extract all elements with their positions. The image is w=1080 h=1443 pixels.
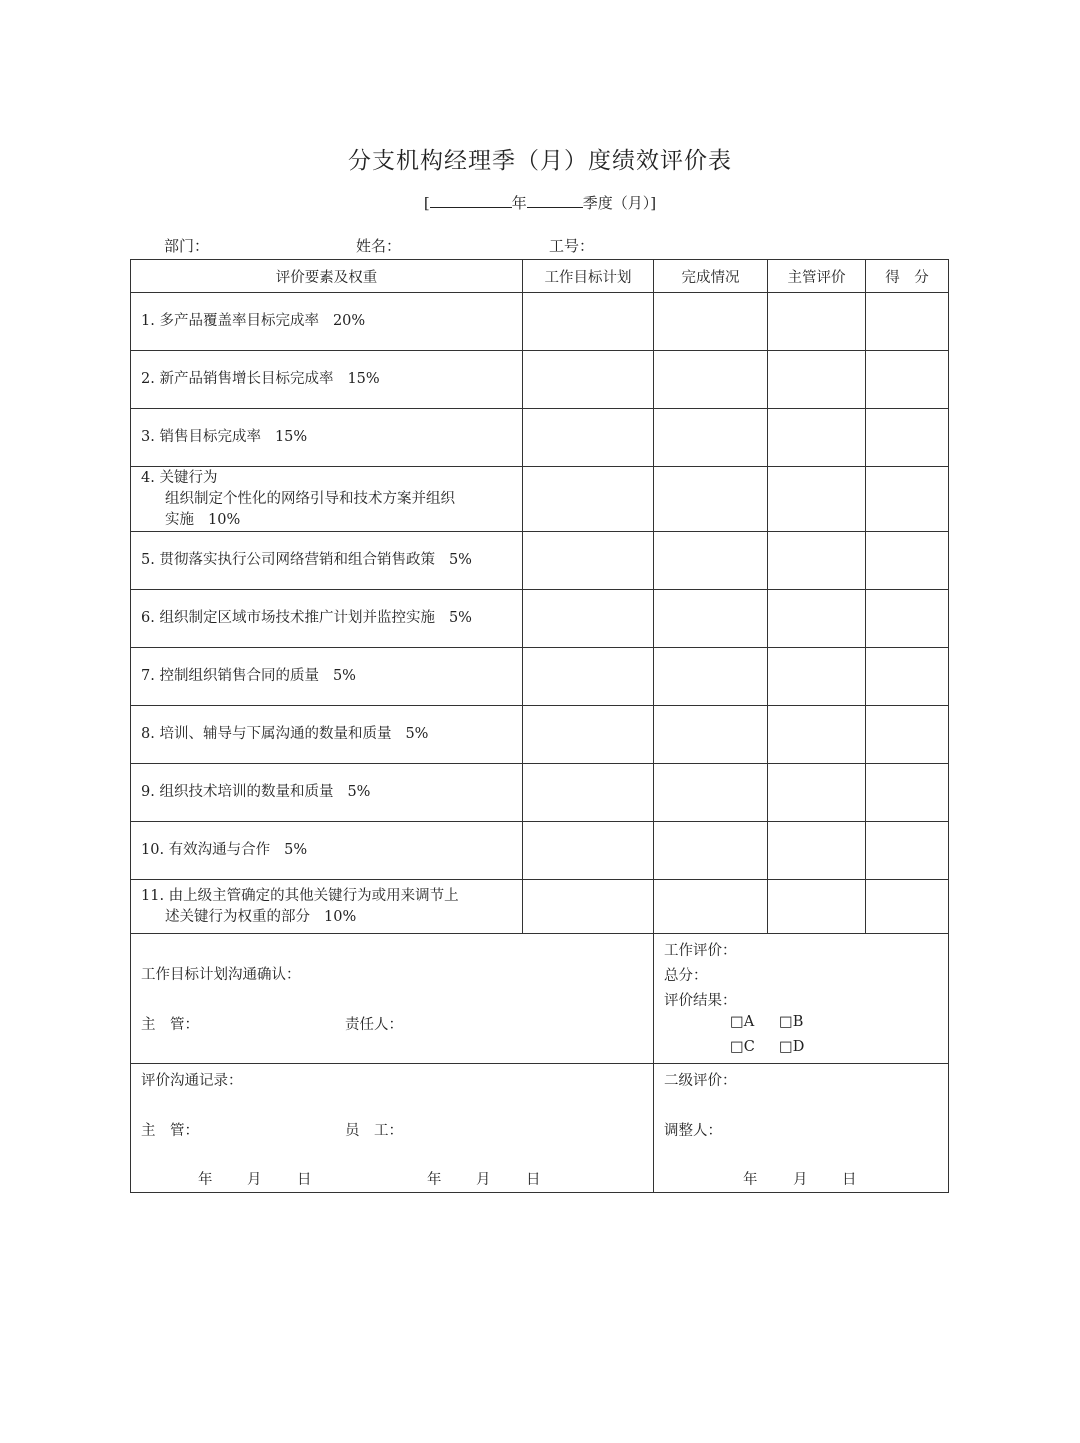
supervisor-date-month: 月 [247,1172,262,1188]
criteria-cell: 9. 组织技术培训的数量和质量 5% [131,764,523,822]
option-c-checkbox[interactable]: □C [730,1039,755,1055]
table-row [131,764,949,822]
completion-cell[interactable] [654,706,768,764]
confirmation-row [131,934,949,1064]
table-row [131,351,949,409]
record-row [131,1064,949,1193]
record-cell[interactable] [131,1064,654,1193]
criteria-cell: 10. 有效沟通与合作 5% [131,822,523,880]
criteria-cell: 1. 多产品覆盖率目标完成率 20% [131,293,523,351]
plan-cell[interactable] [523,409,654,467]
year-blank[interactable] [430,193,512,208]
plan-cell[interactable] [523,764,654,822]
header-criteria: 评价要素及权重 [131,260,523,293]
score-cell[interactable] [866,648,949,706]
option-b-checkbox[interactable]: □B [779,1014,804,1030]
completion-cell[interactable] [654,467,768,532]
plan-cell[interactable] [523,293,654,351]
name-label: 姓名： [356,237,402,255]
criteria-cell: 8. 培训、辅导与下属沟通的数量和质量 5% [131,706,523,764]
criteria-cell: 7. 控制组织销售合同的质量 5% [131,648,523,706]
plan-cell[interactable] [523,648,654,706]
employee-date-day: 日 [526,1172,541,1188]
score-cell[interactable] [866,532,949,590]
table-row [131,822,949,880]
supervisor-eval-cell[interactable] [768,532,866,590]
table-row [131,648,949,706]
completion-cell[interactable] [654,764,768,822]
period-open: [ [423,194,430,212]
plan-cell[interactable] [523,532,654,590]
header-score: 得 分 [866,260,949,293]
supervisor-eval-cell[interactable] [768,467,866,532]
completion-cell[interactable] [654,532,768,590]
plan-cell[interactable] [523,467,654,532]
supervisor-eval-cell[interactable] [768,880,866,934]
completion-cell[interactable] [654,351,768,409]
criteria-cell: 11. 由上级主管确定的其他关键行为或用来调节上 述关键行为权重的部分 10% [131,880,523,934]
supervisor-eval-cell[interactable] [768,822,866,880]
second-eval-cell[interactable] [654,1064,949,1193]
confirm-responsible: 责任人： [345,1017,403,1033]
quarter-blank[interactable] [527,193,583,208]
score-cell[interactable] [866,764,949,822]
completion-cell[interactable] [654,293,768,351]
plan-cell[interactable] [523,822,654,880]
supervisor-date-year: 年 [198,1172,213,1188]
record-employee: 员 工： [345,1123,403,1139]
table-row [131,293,949,351]
plan-cell[interactable] [523,706,654,764]
supervisor-date-day: 日 [297,1172,312,1188]
score-cell[interactable] [866,880,949,934]
plan-cell[interactable] [523,880,654,934]
result-label: 评价结果： [664,993,737,1009]
second-date-month: 月 [793,1172,808,1188]
supervisor-eval-cell[interactable] [768,706,866,764]
supervisor-eval-cell[interactable] [768,648,866,706]
score-cell[interactable] [866,706,949,764]
department-label: 部门： [164,237,210,255]
criteria-cell: 4. 关键行为 组织制定个性化的网络引导和技术方案并组织 实施 10% [131,467,523,532]
table-row [131,706,949,764]
second-date-day: 日 [842,1172,857,1188]
header-plan: 工作目标计划 [523,260,654,293]
header-supervisor-eval: 主管评价 [768,260,866,293]
period-quarter-label: 季度（月）] [582,194,657,212]
employee-date-year: 年 [427,1172,442,1188]
option-d-checkbox[interactable]: □D [779,1039,805,1055]
score-cell[interactable] [866,409,949,467]
plan-cell[interactable] [523,590,654,648]
table-row [131,409,949,467]
supervisor-eval-cell[interactable] [768,764,866,822]
work-eval-label: 工作评价： [664,943,737,959]
table-row [131,467,949,532]
second-date-year: 年 [743,1172,758,1188]
score-cell[interactable] [866,293,949,351]
header-row [131,260,949,293]
supervisor-eval-cell[interactable] [768,590,866,648]
total-label: 总分： [664,968,708,984]
table-row [131,880,949,934]
criteria-cell: 5. 贯彻落实执行公司网络营销和组合销售政策 5% [131,532,523,590]
score-cell[interactable] [866,822,949,880]
supervisor-eval-cell[interactable] [768,293,866,351]
confirmation-cell[interactable] [131,934,654,1064]
completion-cell[interactable] [654,822,768,880]
completion-cell[interactable] [654,409,768,467]
evaluation-cell [654,934,949,1064]
criteria-cell: 6. 组织制定区域市场技术推广计划并监控实施 5% [131,590,523,648]
criteria-cell: 2. 新产品销售增长目标完成率 15% [131,351,523,409]
plan-cell[interactable] [523,351,654,409]
table-row [131,532,949,590]
confirm-supervisor: 主 管： [141,1017,199,1033]
score-cell[interactable] [866,467,949,532]
evaluation-table [130,259,949,1193]
period-line [0,192,1080,213]
page-title: 分支机构经理季（月）度绩效评价表 [348,148,732,174]
completion-cell[interactable] [654,590,768,648]
option-a-checkbox[interactable]: □A [730,1014,755,1030]
employee-id-label: 工号： [549,237,595,255]
supervisor-eval-cell[interactable] [768,409,866,467]
record-label: 评价沟通记录： [141,1073,243,1089]
period-year-label: 年 [511,194,527,212]
table-row [131,590,949,648]
criteria-cell: 3. 销售目标完成率 15% [131,409,523,467]
adjuster-label: 调整人： [664,1123,722,1139]
score-cell[interactable] [866,351,949,409]
completion-cell[interactable] [654,880,768,934]
supervisor-eval-cell[interactable] [768,351,866,409]
confirm-label: 工作目标计划沟通确认： [141,967,301,983]
record-supervisor: 主 管： [141,1123,199,1139]
employee-date-month: 月 [476,1172,491,1188]
completion-cell[interactable] [654,648,768,706]
header-completion: 完成情况 [654,260,768,293]
score-cell[interactable] [866,590,949,648]
second-eval-label: 二级评价： [664,1073,737,1089]
